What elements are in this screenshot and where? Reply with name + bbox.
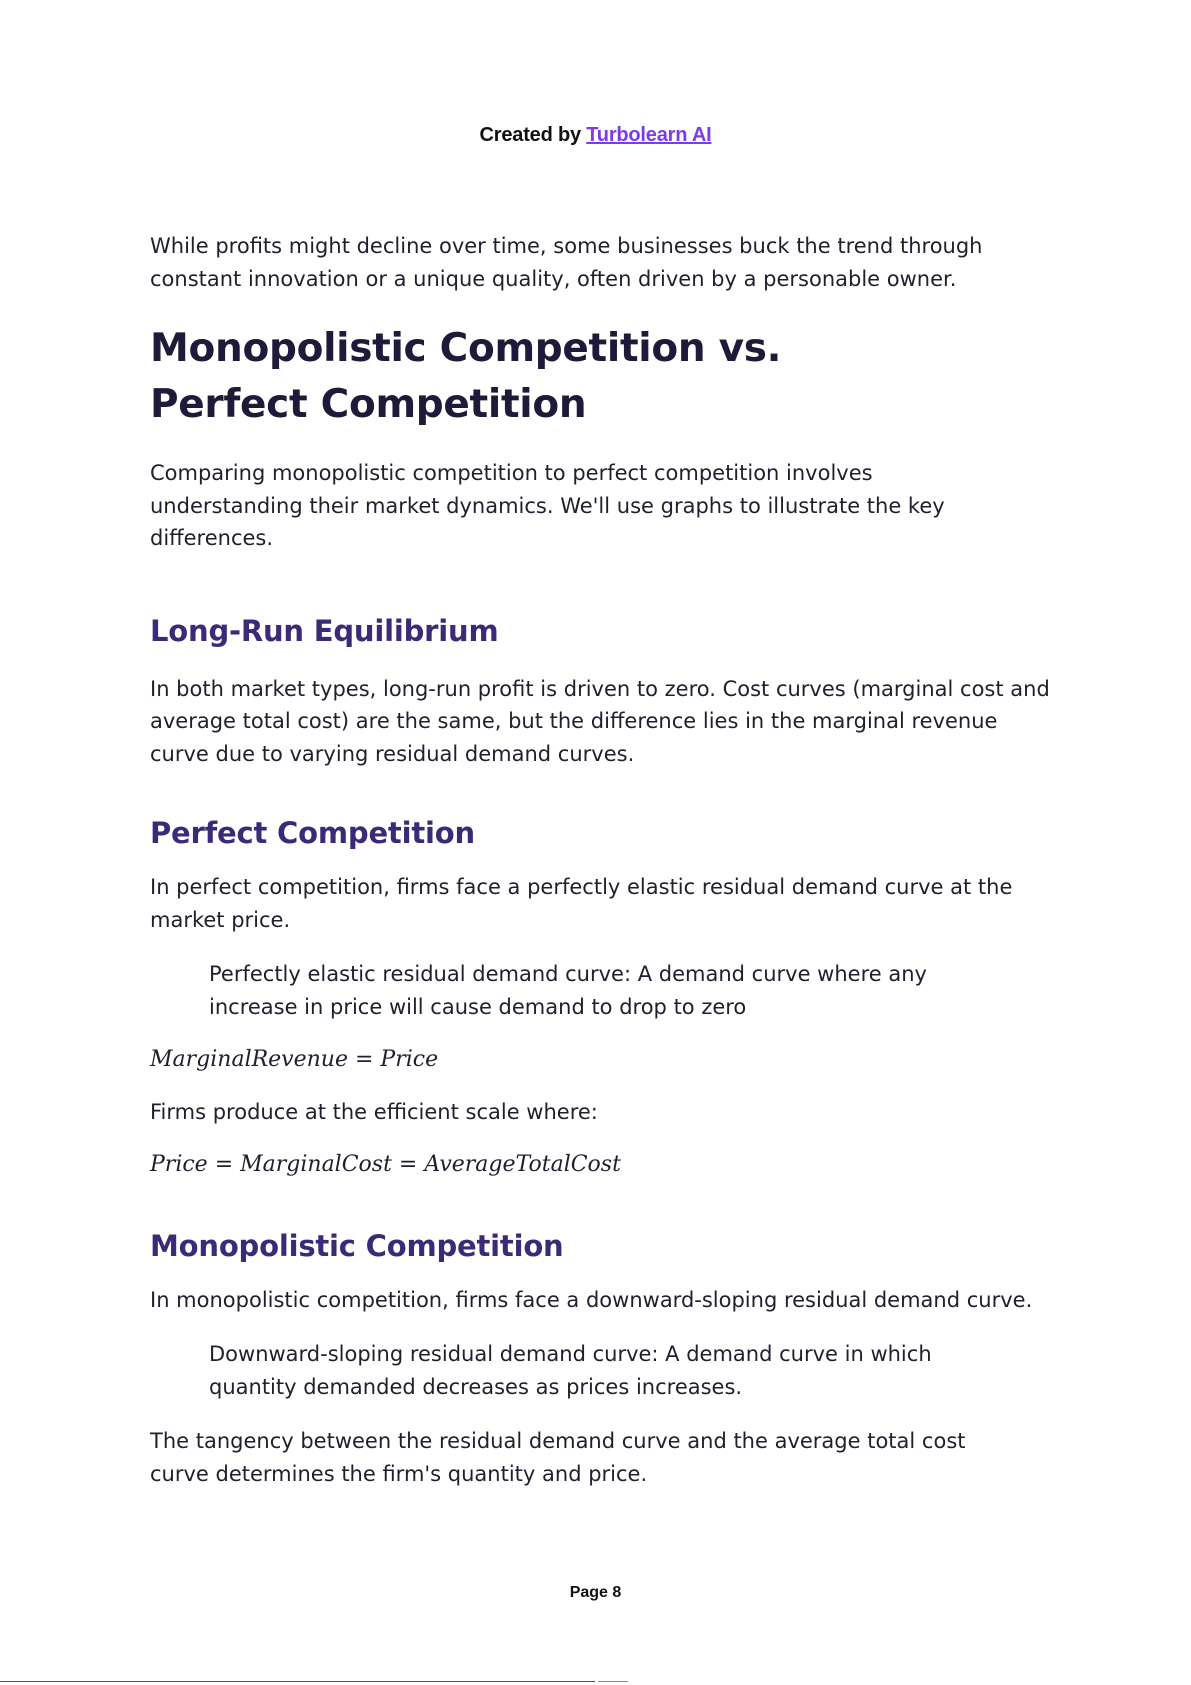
long-run-paragraph: In both market types, long-run profit is driven to zero. Cost curves (marginal cost and average total cost) are the same, but the difference lies in the marginal revenue curve due to varying residual demand curves. [150, 676, 1050, 766]
efficient-scale-text: Firms produce at the efficient scale where: [150, 1100, 598, 1124]
heading-long-run-equilibrium: Long-Run Equilibrium [150, 613, 499, 648]
tangency-paragraph: The tangency between the residual demand curve and the average total cost curve determines the firm's quantity and price. [150, 1429, 966, 1486]
main-title: Monopolistic Competition vs. Perfect Competition [150, 326, 782, 427]
main-intro-paragraph: Comparing monopolistic competition to perfect competition involves understanding their market dynamics. We'll use graphs to illustrate the key differences. [150, 461, 945, 550]
perfect-definition: Perfectly elastic residual demand curve: A demand curve where any increase in price will cause demand to drop to zero [209, 962, 927, 1019]
monopolistic-definition: Downward-sloping residual demand curve: A demand curve in which quantity demanded decreases as prices increases. [209, 1342, 932, 1399]
monopolistic-paragraph: In monopolistic competition, firms face a downward-sloping residual demand curve. [150, 1287, 1033, 1312]
document-body [150, 230, 1050, 1490]
header-prefix: Created by [479, 124, 581, 146]
formula-marginal-revenue: MarginalRevenue = Price [150, 1047, 439, 1072]
page-number: Page 8 [569, 1584, 622, 1601]
perfect-paragraph: In perfect competition, firms face a perfectly elastic residual demand curve at the market price. [150, 875, 1013, 932]
page-header [0, 124, 1191, 147]
bottom-divider [0, 1681, 595, 1682]
turbolearn-link[interactable]: Turbolearn AI [586, 124, 712, 146]
heading-monopolistic-competition: Monopolistic Competition [150, 1228, 564, 1263]
formula-price-cost: Price = MarginalCost = AverageTotalCost [150, 1151, 621, 1177]
bottom-divider-segment [598, 1681, 628, 1682]
heading-perfect-competition: Perfect Competition [150, 816, 475, 850]
intro-paragraph: While profits might decline over time, some businesses buck the trend through constant innovation or a unique quality, often driven by a personable owner. [150, 234, 983, 291]
